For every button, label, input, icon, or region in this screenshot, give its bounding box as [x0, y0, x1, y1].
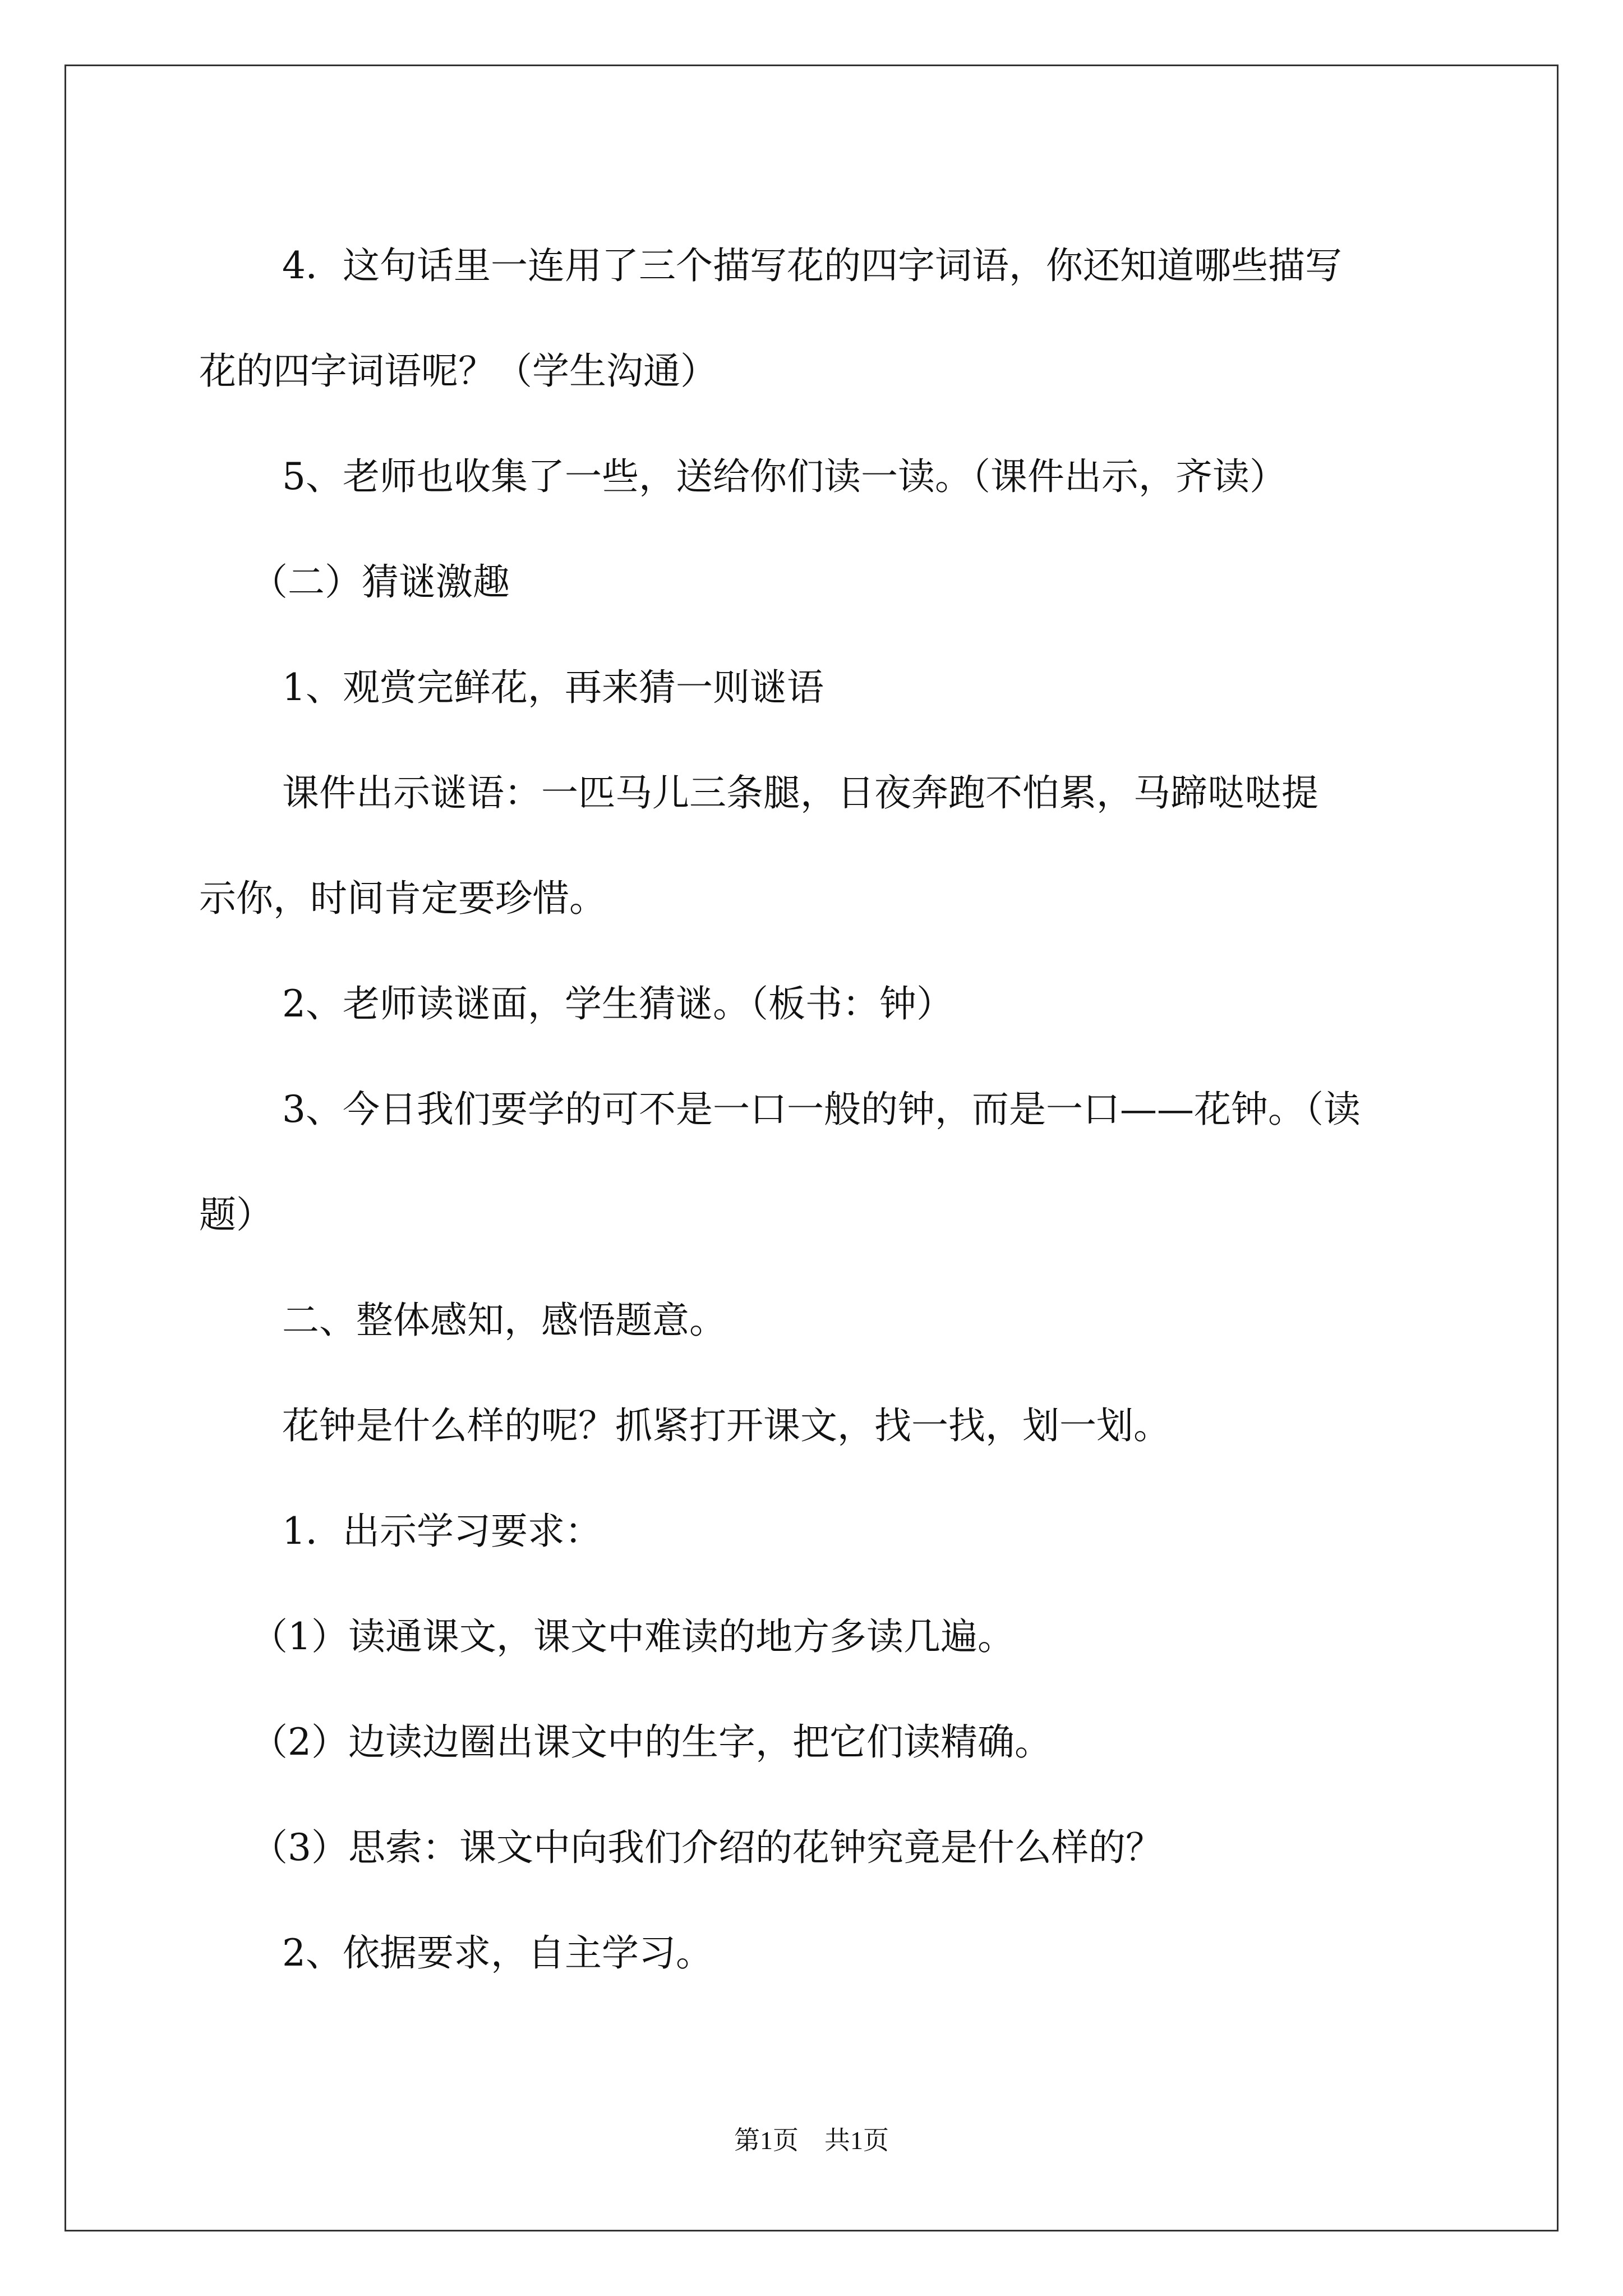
- paragraph: 4．这句话里一连用了三个描写花的四字词语，你还知道哪些描写: [282, 244, 1342, 287]
- page-footer: 第1页 共1页: [734, 2126, 889, 2155]
- paragraph: 1．出示学习要求：: [282, 1510, 602, 1553]
- paragraph: 2、依据要求，自主学习。: [282, 1931, 713, 1975]
- paragraph: 课件出示谜语：一匹马儿三条腿，日夜奔跑不怕累，马蹄哒哒提: [282, 771, 1318, 815]
- paragraph: 3、今日我们要学的可不是一口一般的钟，而是一口——花钟。（读: [282, 1088, 1361, 1131]
- paragraph-continuation: 花的四字词语呢？（学生沟通）: [199, 349, 717, 393]
- paragraph-continuation: 示你，时间肯定要珍惜。: [199, 877, 606, 920]
- paragraph: 花钟是什么样的呢？抓紧打开课文，找一找，划一划。: [282, 1404, 1170, 1447]
- paragraph-continuation: 题）: [199, 1193, 273, 1236]
- list-item: （1）读通课文，课文中难读的地方多读几遍。: [251, 1615, 1015, 1658]
- paragraph: 5、老师也收集了一些，送给你们读一读。（课件出示，齐读）: [282, 455, 1287, 498]
- paragraph: 1、观赏完鲜花，再来猜一则谜语: [282, 666, 824, 709]
- paragraph: 2、老师读谜面，学生猜谜。（板书：钟）: [282, 982, 953, 1025]
- list-item: （2）边读边圈出课文中的生字，把它们读精确。: [251, 1720, 1052, 1764]
- document-body: [199, 213, 1433, 2006]
- section-heading: 二、整体感知，感悟题意。: [282, 1299, 726, 1342]
- list-item: （3）思索：课文中向我们介绍的花钟究竟是什么样的？: [251, 1826, 1163, 1869]
- section-heading: （二）猜谜激趣: [251, 560, 510, 604]
